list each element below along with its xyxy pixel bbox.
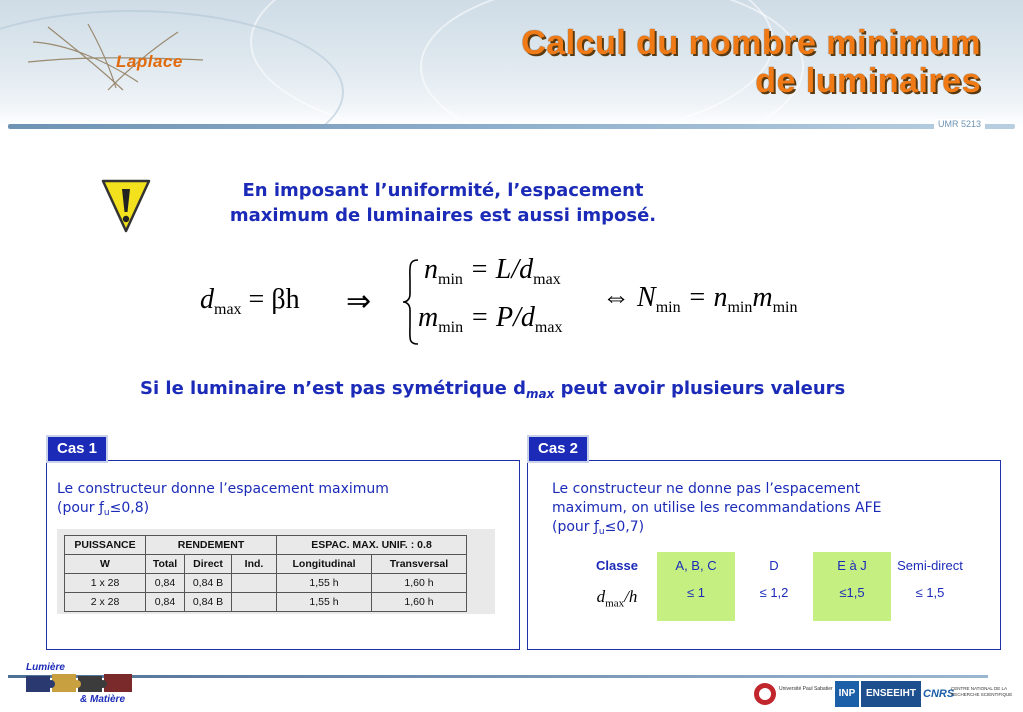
warning-triangle-icon — [100, 178, 152, 234]
ups-logo-text: Université Paul Sabatier — [779, 681, 833, 707]
symmetry-sub: max — [526, 387, 555, 401]
label-var: /h — [624, 587, 638, 606]
table-subheader: Transversal — [372, 555, 467, 574]
table-cell: 0,84 B — [185, 574, 232, 593]
table-cell: ≤ 1 — [657, 579, 735, 621]
eq-sub: min — [438, 271, 463, 288]
eq-rhs: = βh — [248, 284, 300, 315]
header-divider — [8, 124, 1015, 129]
luminaire-spec-table — [64, 535, 467, 612]
eq-line-1 — [424, 254, 561, 289]
case1-line-1: Le constructeur donne l’espacement maximum — [57, 481, 389, 497]
table-cell: 1,55 h — [277, 593, 372, 612]
label-var: d — [596, 587, 606, 606]
table-cell: ≤ 1,5 — [915, 585, 945, 600]
table-subheader: W — [65, 555, 146, 574]
afe-recommendation-table — [577, 552, 969, 621]
warning-message — [190, 178, 696, 228]
inp-logo: INP — [835, 681, 859, 707]
case1-table-image — [57, 529, 495, 614]
eq-dmax — [200, 284, 300, 319]
laplace-logo-text: Laplace — [116, 52, 183, 71]
eq-result — [602, 282, 798, 317]
case2-tab: Cas 2 — [527, 435, 589, 463]
eq-var: m — [418, 302, 439, 333]
case1-text — [57, 480, 389, 523]
ups-seal-icon — [753, 681, 777, 707]
table-cell: 2 x 28 — [65, 593, 146, 612]
title-line-1: Calcul du nombre minimum — [521, 24, 981, 62]
case2-sub: u — [598, 527, 605, 537]
case2-text-part: (pour ƒ — [552, 519, 599, 535]
symmetry-note — [140, 378, 940, 401]
label-sub: max — [605, 597, 625, 610]
cnrs-logo: CNRS — [923, 688, 955, 700]
table-cell: ≤ 1,2 — [759, 585, 789, 600]
table-cell: 1 x 28 — [65, 574, 146, 593]
lumiere-matiere-logo — [22, 660, 152, 706]
symmetry-text: peut avoir plusieurs valeurs — [554, 378, 846, 399]
table-subheader: Ind. — [232, 555, 277, 574]
warning-line-1: En imposant l’uniformité, l’espacement — [242, 180, 644, 201]
case2-line-3 — [552, 518, 882, 542]
table-row — [65, 574, 467, 593]
table-header: ESPAC. MAX. UNIF. : 0.8 — [277, 536, 467, 555]
table-cell — [232, 574, 277, 593]
table-header: RENDEMENT — [146, 536, 277, 555]
eq-equiv: ⇔ — [602, 282, 630, 313]
footer-divider — [8, 675, 988, 678]
eq-line-2 — [418, 302, 562, 337]
table-cell — [232, 593, 277, 612]
equation-block — [190, 250, 850, 350]
table-cell: 1,55 h — [277, 574, 372, 593]
eq-sub: min — [655, 299, 681, 316]
table-header-row — [65, 536, 467, 555]
eq-var: d — [200, 284, 214, 315]
eq-sub: max — [534, 319, 563, 336]
title-line-2: de luminaires — [755, 62, 981, 100]
eq-rhs: = L/d — [469, 254, 534, 285]
case1-line-2 — [57, 499, 389, 523]
table-subheader: Direct — [185, 555, 232, 574]
logo-text-matiere: & Matière — [80, 694, 126, 705]
table-header: Classe — [596, 558, 638, 573]
table-cell: 0,84 — [146, 574, 185, 593]
table-header: E à J — [813, 552, 891, 579]
enseeiht-logo: ENSEEIHT — [861, 681, 921, 707]
eq-var: = n — [687, 282, 728, 313]
symmetry-text: Si le luminaire n’est pas symétrique d — [140, 378, 527, 399]
table-subheader-row — [65, 555, 467, 574]
puzzle-icon — [24, 672, 136, 694]
case2-text — [552, 480, 882, 542]
page-title — [521, 24, 981, 100]
eq-rhs: = P/d — [470, 302, 535, 333]
eq-sub: min — [772, 299, 798, 316]
eq-sub: min — [727, 299, 753, 316]
case1-text-part: ≤0,8) — [109, 500, 150, 516]
table-cell: 1,60 h — [372, 593, 467, 612]
eq-var: m — [752, 282, 773, 313]
case2-text-part: ≤0,7) — [604, 519, 645, 535]
table-cell: 1,60 h — [372, 574, 467, 593]
eq-sub: max — [533, 271, 561, 288]
eq-sub: max — [214, 301, 242, 318]
eq-var: N — [637, 282, 656, 313]
case2-line-1: Le constructeur ne donne pas l’espacement — [552, 481, 861, 497]
umr-label: UMR 5213 — [934, 119, 985, 129]
table-subheader: Longitudinal — [277, 555, 372, 574]
table-cell: ≤1,5 — [813, 579, 891, 621]
logo-text-lumiere: Lumière — [26, 662, 65, 673]
case2-line-2: maximum, on utilise les recommandations AFE — [552, 500, 882, 516]
eq-var: n — [424, 254, 438, 285]
table-row — [577, 552, 969, 579]
eq-sub: min — [438, 319, 464, 336]
table-header: D — [769, 558, 779, 573]
table-cell: 0,84 — [146, 593, 185, 612]
slide-header — [0, 0, 1023, 128]
partner-logos — [753, 681, 1015, 707]
cnrs-logo-text: CENTRE NATIONAL DE LA RECHERCHE SCIENTIFIQUE — [951, 686, 1013, 697]
table-header: PUISSANCE — [65, 536, 146, 555]
table-row-label — [577, 579, 657, 621]
table-row — [65, 593, 467, 612]
eq-implies: ⇒ — [346, 285, 372, 318]
table-row — [577, 579, 969, 621]
table-header: Semi-direct — [897, 558, 963, 573]
warning-line-2: maximum de luminaires est aussi imposé. — [229, 205, 657, 226]
case1-sub: u — [103, 508, 110, 518]
case1-tab: Cas 1 — [46, 435, 108, 463]
table-cell: 0,84 B — [185, 593, 232, 612]
case1-text-part: (pour ƒ — [57, 500, 104, 516]
table-subheader: Total — [146, 555, 185, 574]
table-header: A, B, C — [657, 552, 735, 579]
